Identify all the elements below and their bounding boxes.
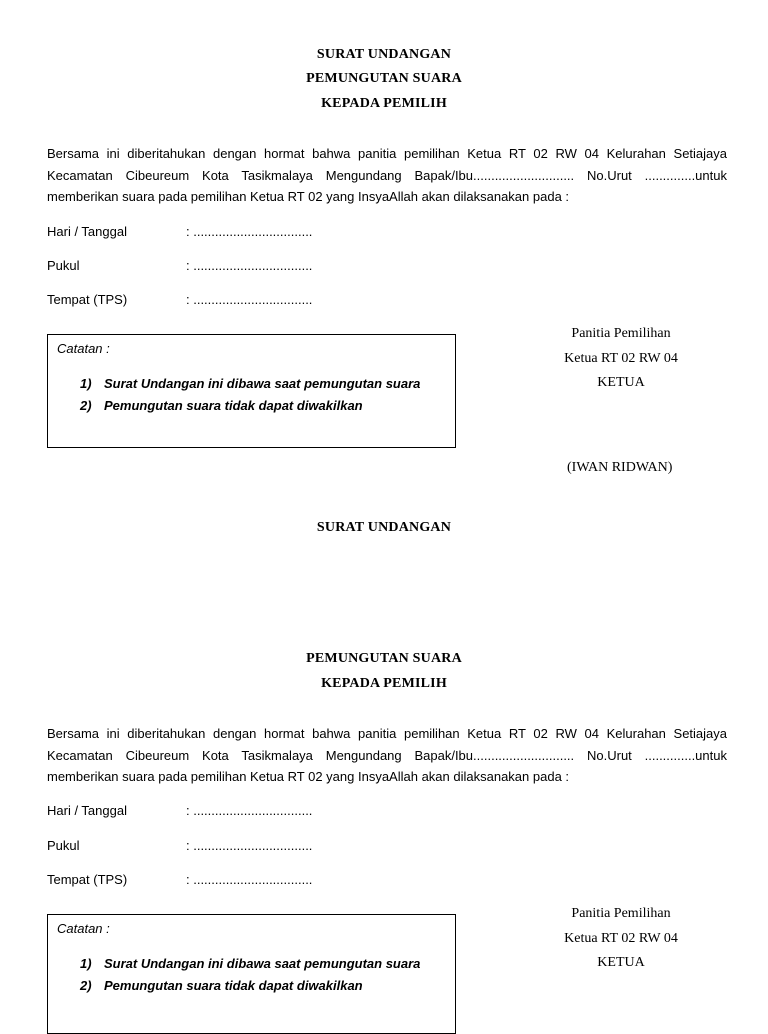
- invitation-subtitle: PEMUNGUTAN SUARA: [306, 71, 462, 86]
- field-blank: : .................................: [186, 872, 313, 887]
- note-item-text: Pemungutan suara tidak dapat diwakilkan: [104, 398, 363, 413]
- signature-line: KETUA: [597, 955, 645, 970]
- signer-name: (IWAN RIDWAN): [567, 460, 673, 475]
- field-label: Hari / Tanggal: [47, 803, 127, 818]
- note-item-text: Pemungutan suara tidak dapat diwakilkan: [104, 978, 363, 993]
- field-label: Tempat (TPS): [47, 872, 128, 887]
- field-blank: : .................................: [186, 224, 313, 239]
- invitation-subtitle: PEMUNGUTAN SUARA: [306, 651, 462, 666]
- invitation-recipient-title: KEPADA PEMILIH: [321, 676, 447, 691]
- note-title: Catatan :: [57, 341, 110, 356]
- field-blank: : .................................: [186, 292, 313, 307]
- note-item: [80, 398, 363, 413]
- signature-line: Panitia Pemilihan: [571, 906, 671, 921]
- invitation-title: SURAT UNDANGAN: [316, 520, 452, 535]
- paragraph-line: Kecamatan Cibeureum Kota Tasikmalaya Mengundang Bapak/Ibu............................ No.Urut ..............untuk: [47, 167, 727, 183]
- signature-block: [520, 322, 722, 396]
- field-label: Pukul: [47, 838, 80, 853]
- paragraph-line: Kecamatan Cibeureum Kota Tasikmalaya Mengundang Bapak/Ibu............................ No.Urut ..............untuk: [47, 747, 727, 763]
- signature-line: Panitia Pemilihan: [571, 326, 671, 341]
- signature-block: [520, 902, 722, 976]
- field-blank: : .................................: [186, 838, 313, 853]
- note-item-number: 1): [80, 376, 92, 391]
- invitation-paragraph: [47, 723, 727, 788]
- note-item: [80, 956, 420, 971]
- paragraph-line: Bersama ini diberitahukan dengan hormat bahwa panitia pemilihan Ketua RT 02 RW 04 Kelurahan Setiajaya: [47, 726, 727, 741]
- signature-line: Ketua RT 02 RW 04: [564, 350, 678, 366]
- note-item-number: 2): [80, 978, 92, 993]
- field-label: Pukul: [47, 258, 80, 273]
- invitation-recipient-title: KEPADA PEMILIH: [321, 96, 447, 111]
- paragraph-line: memberikan suara pada pemilihan Ketua RT 02 yang InsyaAllah akan dilaksanakan pada :: [47, 769, 570, 784]
- note-item-text: Surat Undangan ini dibawa saat pemungutan suara: [104, 376, 421, 391]
- note-box: [47, 334, 456, 448]
- note-title: Catatan :: [57, 921, 110, 936]
- signature-line: KETUA: [597, 375, 645, 390]
- note-box: [47, 914, 456, 1034]
- note-item-text: Surat Undangan ini dibawa saat pemungutan suara: [104, 956, 421, 971]
- note-item-number: 1): [80, 956, 92, 971]
- note-item-number: 2): [80, 398, 92, 413]
- field-label: Tempat (TPS): [47, 292, 128, 307]
- signature-line: Ketua RT 02 RW 04: [564, 930, 678, 946]
- paragraph-line: memberikan suara pada pemilihan Ketua RT 02 yang InsyaAllah akan dilaksanakan pada :: [47, 189, 570, 204]
- note-item: [80, 978, 363, 993]
- note-item: [80, 376, 420, 391]
- invitation-title: SURAT UNDANGAN: [316, 47, 452, 62]
- field-blank: : .................................: [186, 258, 313, 273]
- field-blank: : .................................: [186, 803, 313, 818]
- field-label: Hari / Tanggal: [47, 224, 127, 239]
- invitation-paragraph: [47, 143, 727, 208]
- paragraph-line: Bersama ini diberitahukan dengan hormat bahwa panitia pemilihan Ketua RT 02 RW 04 Kelurahan Setiajaya: [47, 146, 727, 161]
